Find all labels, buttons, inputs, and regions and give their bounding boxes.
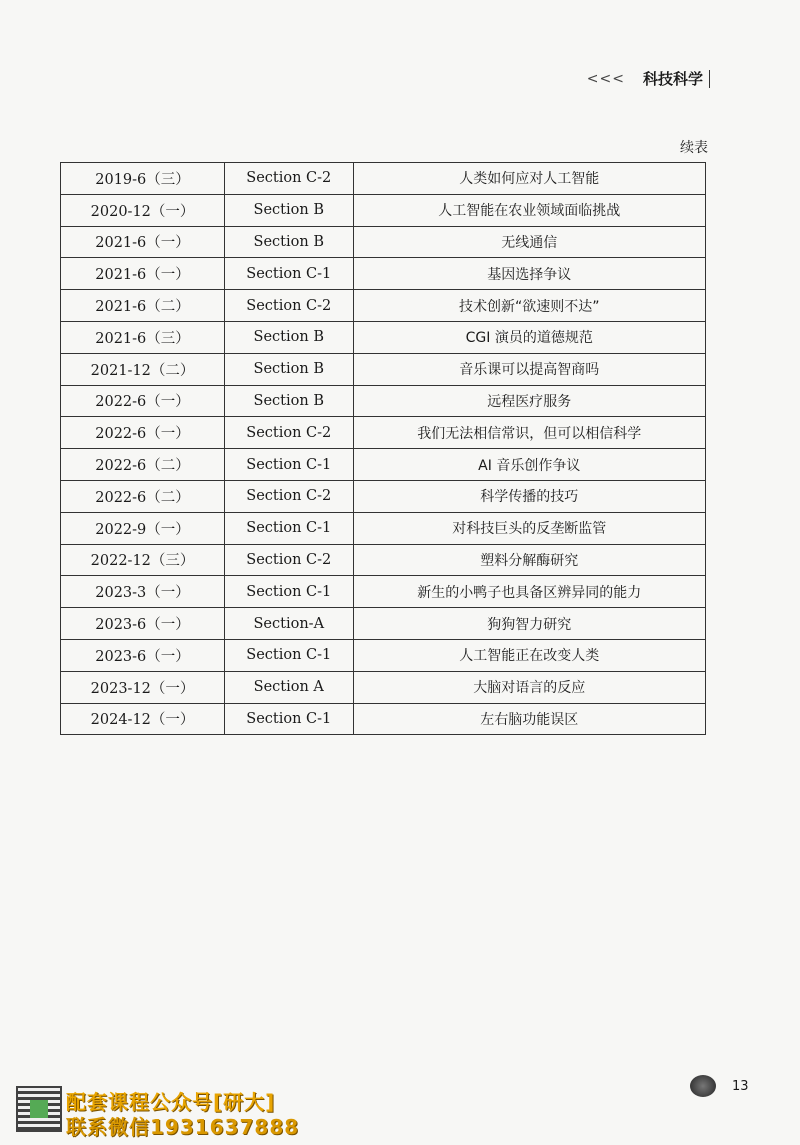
date-cell: 2024-12（一） [61, 703, 225, 735]
table-row [61, 608, 706, 640]
header-title: 科技科学 [643, 70, 710, 88]
topic-cell: 狗狗智力研究 [353, 608, 706, 640]
exam-topic-table [60, 162, 706, 735]
date-cell: 2022-9（一） [61, 512, 225, 544]
section-cell: Section B [225, 353, 353, 385]
date-cell: 2023-6（一） [61, 639, 225, 671]
topic-cell: 塑料分解酶研究 [353, 544, 706, 576]
date-cell: 2020-12（一） [61, 194, 225, 226]
section-cell: Section B [225, 321, 353, 353]
section-cell: Section-A [225, 608, 353, 640]
table-row [61, 226, 706, 258]
section-cell: Section B [225, 194, 353, 226]
table-row [61, 639, 706, 671]
date-cell: 2023-3（一） [61, 576, 225, 608]
topic-cell: 人类如何应对人工智能 [353, 163, 706, 195]
table-row [61, 163, 706, 195]
date-cell: 2023-12（一） [61, 671, 225, 703]
date-cell: 2021-12（二） [61, 353, 225, 385]
topic-cell: 无线通信 [353, 226, 706, 258]
section-cell: Section C-1 [225, 258, 353, 290]
topic-cell: 科学传播的技巧 [353, 480, 706, 512]
table-row [61, 290, 706, 322]
section-cell: Section B [225, 226, 353, 258]
section-cell: Section C-1 [225, 449, 353, 481]
date-cell: 2022-6（二） [61, 449, 225, 481]
section-cell: Section C-2 [225, 417, 353, 449]
table-row [61, 258, 706, 290]
section-cell: Section C-1 [225, 576, 353, 608]
section-cell: Section C-2 [225, 544, 353, 576]
date-cell: 2021-6（一） [61, 226, 225, 258]
topic-cell: 我们无法相信常识，但可以相信科学 [353, 417, 706, 449]
topic-cell: 新生的小鸭子也具备区辨异同的能力 [353, 576, 706, 608]
page-number: 13 [732, 1079, 749, 1094]
section-cell: Section C-1 [225, 512, 353, 544]
running-header [587, 70, 710, 88]
table-row [61, 385, 706, 417]
topic-cell: 人工智能在农业领域面临挑战 [353, 194, 706, 226]
header-arrows: <<< [586, 71, 625, 87]
table-row [61, 576, 706, 608]
date-cell: 2023-6（一） [61, 608, 225, 640]
section-cell: Section C-1 [225, 703, 353, 735]
table-row [61, 544, 706, 576]
date-cell: 2021-6（二） [61, 290, 225, 322]
table-row [61, 512, 706, 544]
table-row [61, 353, 706, 385]
table-row [61, 417, 706, 449]
continued-label: 续表 [680, 140, 708, 156]
date-cell: 2022-6（二） [61, 480, 225, 512]
section-cell: Section C-2 [225, 480, 353, 512]
topic-cell: 人工智能正在改变人类 [353, 639, 706, 671]
section-cell: Section C-2 [225, 163, 353, 195]
date-cell: 2021-6（三） [61, 321, 225, 353]
date-cell: 2021-6（一） [61, 258, 225, 290]
topic-cell: 技术创新“欲速则不达” [353, 290, 706, 322]
topic-cell: 左右脑功能误区 [353, 703, 706, 735]
topic-cell: AI 音乐创作争议 [353, 449, 706, 481]
topic-cell: 远程医疗服务 [353, 385, 706, 417]
topic-cell: 音乐课可以提高智商吗 [353, 353, 706, 385]
table-row [61, 671, 706, 703]
qr-logo-icon [30, 1100, 48, 1118]
section-cell: Section C-1 [225, 639, 353, 671]
page-number-circle-icon [690, 1075, 716, 1097]
table-row [61, 480, 706, 512]
section-cell: Section A [225, 671, 353, 703]
table-row [61, 321, 706, 353]
date-cell: 2022-6（一） [61, 417, 225, 449]
watermark-line-2: 联系微信1931637888 [66, 1115, 300, 1139]
topic-cell: 大脑对语言的反应 [353, 671, 706, 703]
table-row [61, 194, 706, 226]
date-cell: 2022-12（三） [61, 544, 225, 576]
date-cell: 2022-6（一） [61, 385, 225, 417]
topic-cell: 基因选择争议 [353, 258, 706, 290]
section-cell: Section B [225, 385, 353, 417]
table-row [61, 703, 706, 735]
section-cell: Section C-2 [225, 290, 353, 322]
topic-cell: CGI 演员的道德规范 [353, 321, 706, 353]
topic-cell: 对科技巨头的反垄断监管 [353, 512, 706, 544]
table-body [61, 163, 706, 735]
date-cell: 2019-6（三） [61, 163, 225, 195]
watermark-line-1: 配套课程公众号[研大] [66, 1090, 276, 1114]
table-row [61, 449, 706, 481]
